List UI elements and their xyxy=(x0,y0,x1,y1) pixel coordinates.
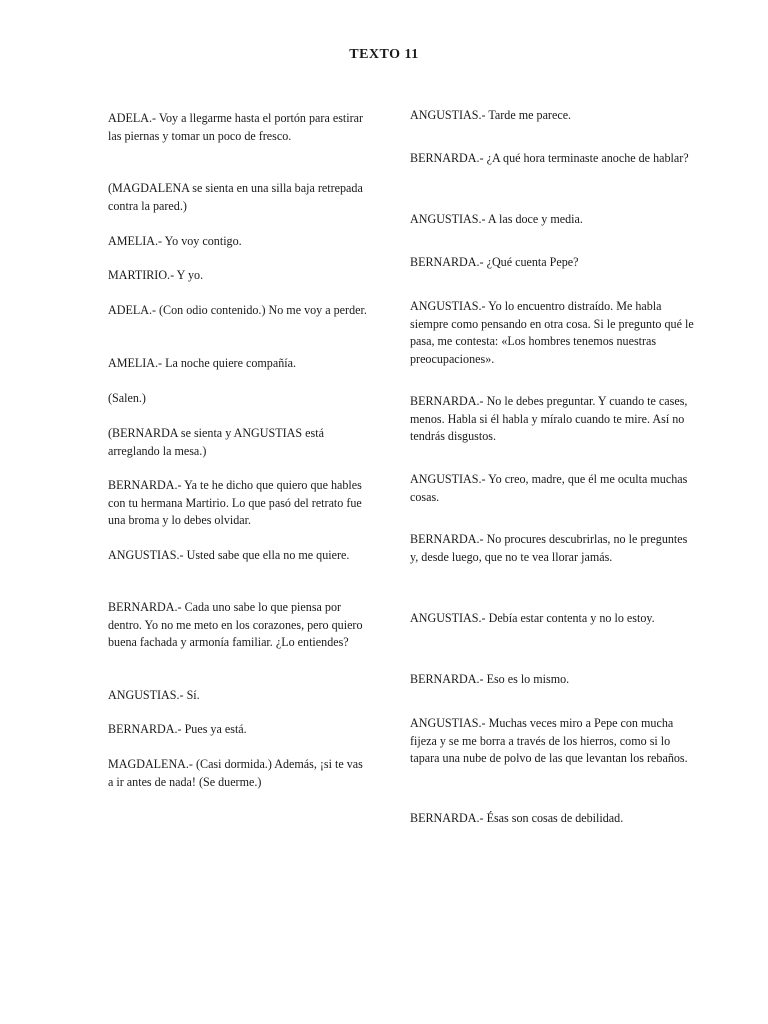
dialogue-paragraph: ADELA.- Voy a llegarme hasta el portón para estirar las piernas y tomar un poco de fresco. xyxy=(108,110,364,143)
page-title: TEXTO 11 xyxy=(349,47,419,62)
dialogue-paragraph: ADELA.- (Con odio contenido.) No me voy a perder. xyxy=(108,302,367,317)
stage-direction: (Salen.) xyxy=(108,390,146,405)
dialogue-paragraph: BERNARDA.- ¿Qué cuenta Pepe? xyxy=(410,254,579,269)
dialogue-paragraph: ANGUSTIAS.- Yo lo encuentro distraído. Me habla siempre como pensando en otra cosa. Si le pregunto qué le pasa, me contesta: «Los hombres tenemos nuestras preocupaciones». xyxy=(410,298,694,366)
dialogue-paragraph: BERNARDA.- Eso es lo mismo. xyxy=(410,671,570,686)
dialogue-paragraph: ANGUSTIAS.- Debía estar contenta y no lo estoy. xyxy=(410,610,655,625)
stage-direction: (MAGDALENA se sienta en una silla baja retrepada contra la pared.) xyxy=(108,180,363,213)
dialogue-paragraph: BERNARDA.- Pues ya está. xyxy=(108,721,247,736)
dialogue-paragraph: ANGUSTIAS.- Tarde me parece. xyxy=(410,107,572,122)
dialogue-paragraph: BERNARDA.- No le debes preguntar. Y cuando te cases, menos. Habla si él habla y míralo cuando te mire. Así no tendrás disgustos. xyxy=(410,393,688,444)
dialogue-paragraph: MARTIRIO.- Y yo. xyxy=(108,267,204,282)
dialogue-paragraph: BERNARDA.- No procures descubrirlas, no le preguntes y, desde luego, que no te vea llorar jamás. xyxy=(410,531,688,564)
dialogue-paragraph: BERNARDA.- Ésas son cosas de debilidad. xyxy=(410,810,624,825)
dialogue-paragraph: ANGUSTIAS.- Sí. xyxy=(108,687,200,702)
dialogue-paragraph: AMELIA.- Yo voy contigo. xyxy=(108,233,242,248)
dialogue-paragraph: BERNARDA.- Cada uno sabe lo que piensa por dentro. Yo no me meto en los corazones, pero quiero buena fachada y armonía familiar. ¿Lo entiendes? xyxy=(108,599,363,650)
dialogue-paragraph: AMELIA.- La noche quiere compañía. xyxy=(108,355,297,370)
dialogue-paragraph: ANGUSTIAS.- Yo creo, madre, que él me oculta muchas cosas. xyxy=(410,471,688,504)
dialogue-paragraph: ANGUSTIAS.- Muchas veces miro a Pepe con mucha fijeza y se me borra a través de los hierros, como si lo tapara una nube de polvo de las que levantan los rebaños. xyxy=(410,715,688,766)
dialogue-paragraph: ANGUSTIAS.- A las doce y media. xyxy=(410,211,583,226)
dialogue-paragraph: MAGDALENA.- (Casi dormida.) Además, ¡si te vas a ir antes de nada! (Se duerme.) xyxy=(108,756,363,789)
dialogue-paragraph: BERNARDA.- Ya te he dicho que quiero que hables con tu hermana Martirio. Lo que pasó del retrato fue una broma y lo debes olvidar. xyxy=(108,477,362,528)
dialogue-paragraph: ANGUSTIAS.- Usted sabe que ella no me quiere. xyxy=(108,547,350,562)
dialogue-paragraph: BERNARDA.- ¿A qué hora terminaste anoche de hablar? xyxy=(410,150,689,165)
stage-direction: (BERNARDA se sienta y ANGUSTIAS está arreglando la mesa.) xyxy=(108,425,324,458)
